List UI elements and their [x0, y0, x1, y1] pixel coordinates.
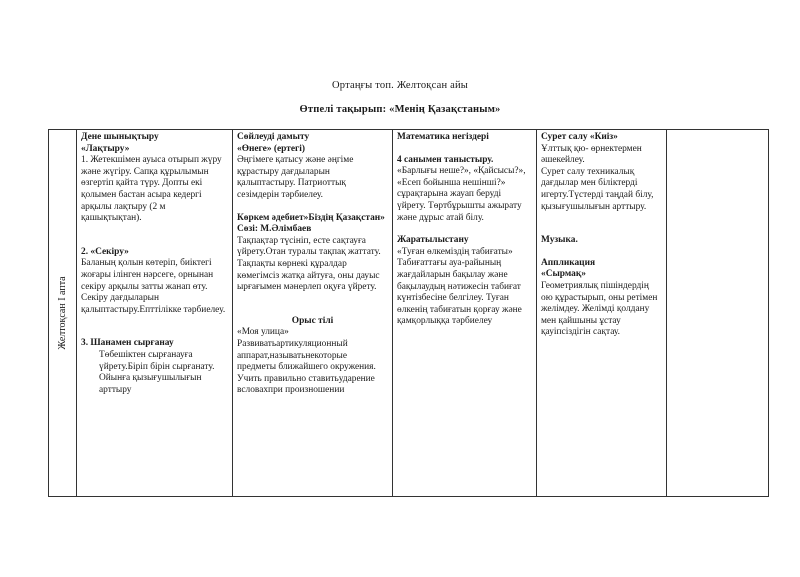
pe-topic-sledding: 3. Шанамен сырғанау: [81, 338, 174, 349]
empty-cell: [667, 130, 769, 497]
pe-text-3: Төбешіктен сырғанауға үйрету.Біріп бірін сырғанату. Ойынға қызығушылығын арттыру: [99, 349, 215, 395]
pe-heading: Дене шынықтыру: [81, 132, 159, 142]
literature-text: Тақпақтар түсініп, есте сақтауға үйрету.Отан туралы тақпақ жаттату. Тақпақты көрнекі құралдар көмегімсіз жатқа айтуға, оны дауыс ырғағымен мәнерлеп оқуға үйрету.: [237, 235, 381, 293]
literature-heading: Көркем әдебиет»Біздің Қазақстан»: [237, 212, 385, 223]
literature-author: Сөзі: М.Әлімбаев: [237, 224, 312, 235]
drawing-text-1: Ұлттық қю- өрнектермен әшекейлеу.: [541, 143, 642, 166]
math-cell: [393, 130, 537, 497]
math-text: «Барлығы неше?», «Қайсысы?», «Есеп бойынша нешінші?» сұрақтарына жауап беруді үйрету. Төртбұрышты ажырату және дұрыс атай білу.: [397, 166, 526, 223]
speech-text: Әңгімеге қатысу және әңгіме құрастыру дағдыларын қалыптастыру. Патриоттық сезімдерін тәрбиелеу.: [237, 155, 354, 200]
russian-topic: «Моя улица»: [237, 327, 289, 338]
russian-text: Развиватьартикуляционный аппарат,называтьнекоторые предметы ближайшего окружения. Учить правильно ставитьударение всловахпри произношении: [237, 338, 376, 396]
russian-heading: Орыс тілі: [291, 315, 334, 326]
nature-text: Табиғаттағы ауа-райының жағдайларын бақылау және бақылаудың нәтижесін табиғат күнтізбесіне белгілеу. Туған өлкенің табиғатын қорғау және қамқорлыққа тәрбиелеу: [397, 258, 522, 327]
speech-development-cell: [233, 130, 393, 497]
weekly-plan-table: [48, 129, 769, 497]
document-title: Ортаңғы топ. Желтоқсан айы: [331, 80, 469, 91]
applique-topic: «Сырмақ»: [541, 269, 586, 280]
pe-text-2: Баланың қолын көтеріп, биіктегі жоғары ілінген нәрсеге, орнынан секіру арқылы затты жанап өту. Секіру дағдыларын қалыптастыру.Епттілікке тәрбиелеу.: [81, 258, 226, 315]
pe-topic-throwing: «Лақтыру»: [81, 143, 130, 154]
week-label: Желтоқсан I апта: [56, 276, 68, 350]
physical-education-cell: [77, 130, 233, 497]
week-cell: [49, 130, 77, 497]
applique-heading: Аппликация: [541, 257, 596, 268]
speech-heading: Сөйлеуді дамыту: [237, 132, 310, 142]
pe-text-1: 1. Жетекшімен ауыса отырып жүру және жүгіру. Сапқа құрылымын өзгертіп қайта түру. Допты екі қолымен бастан асыра кедергі арқылы лақтыру (2 м қашықтықтан).: [81, 155, 222, 224]
drawing-text-2: Сурет салу техникалық дағдылар мен біліктерді игерту.Түстерді таңдай білу, қызығушылығын арттыру.: [541, 166, 654, 212]
transition-topic: Өтпелі тақырып: «Менің Қазақстаным»: [299, 104, 501, 115]
speech-topic: «Өнеге» (ертегі): [237, 143, 305, 154]
math-heading: Математика негіздері: [397, 132, 489, 142]
music-heading: Музыка.: [541, 235, 578, 246]
nature-topic: «Туған өлкеміздің табиғаты»: [397, 246, 513, 257]
applique-text: Геометриялық пішіндердің ою құрастырып, оны ретімен желімдеу. Желімді қолдану мен қайшыны ұстау қауіпсіздігін сақтау.: [541, 280, 658, 338]
art-cell: [537, 130, 667, 497]
pe-topic-jumping: 2. «Секіру»: [81, 246, 129, 257]
table-row: [49, 130, 769, 497]
math-topic: 4 санымен таныстыру.: [397, 154, 494, 165]
drawing-heading: Сурет салу «Киіз»: [541, 132, 618, 142]
nature-heading: Жаратылыстану: [397, 235, 469, 246]
